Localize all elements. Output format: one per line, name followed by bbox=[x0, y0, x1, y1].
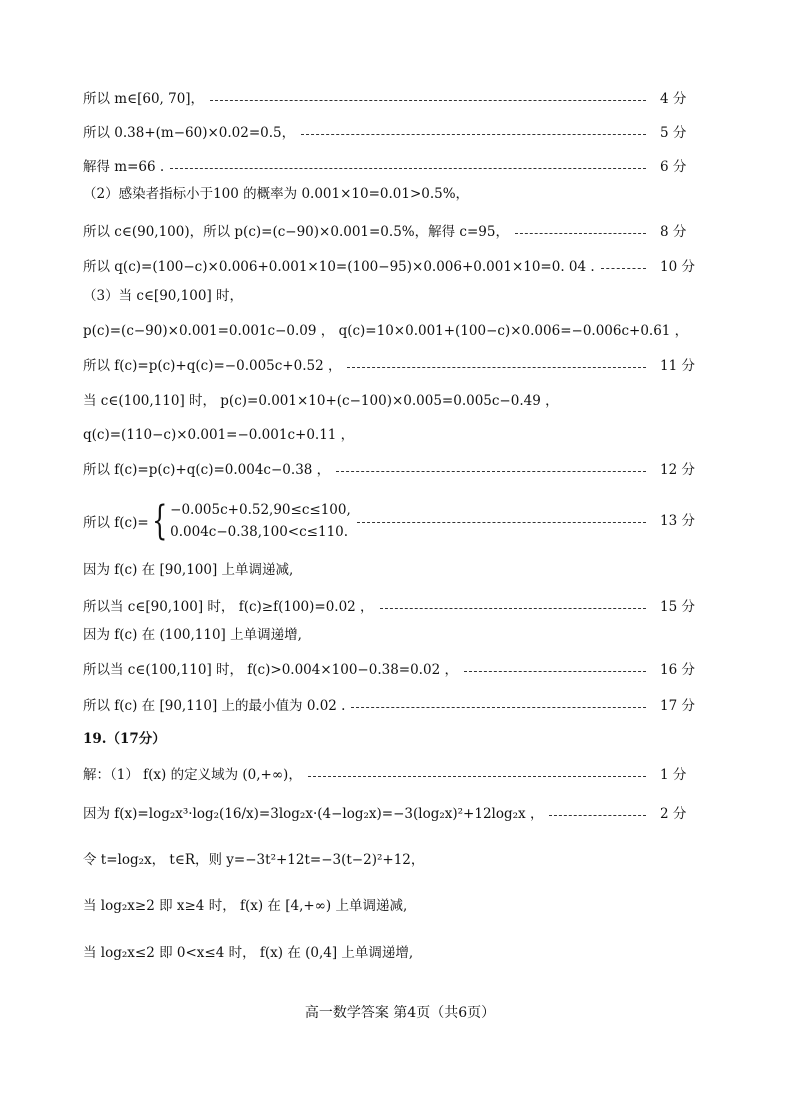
line-text: 当 log₂x≥2 即 x≥4 时， f(x) 在 [4,+∞) 上单调递减, bbox=[83, 898, 408, 914]
leader-dashes bbox=[210, 100, 646, 101]
line-text: 所以 q(c)=(100−c)×0.006+0.001×10=(100−95)×0.006+0.001×10=0. 04 . bbox=[83, 259, 595, 275]
leader-dashes bbox=[336, 471, 646, 472]
leader-dashes bbox=[515, 233, 646, 234]
score-label: 16 分 bbox=[660, 662, 695, 678]
leader-dashes bbox=[347, 367, 646, 368]
answer-line bbox=[83, 850, 424, 870]
question-heading bbox=[83, 729, 166, 749]
answer-line bbox=[83, 660, 650, 680]
answer-line bbox=[83, 257, 650, 277]
answer-line bbox=[83, 89, 650, 109]
leader-dashes bbox=[351, 707, 646, 708]
answer-line bbox=[83, 222, 650, 242]
score-label: 11 分 bbox=[660, 358, 695, 374]
line-text: 所以当 c∈(100,110] 时， f(c)>0.004×100−0.38=0.02 ， bbox=[83, 662, 458, 678]
leader-dashes bbox=[170, 168, 646, 169]
answer-line bbox=[83, 765, 650, 785]
piecewise-case: 0.004c−0.38,100<c≤110. bbox=[170, 524, 349, 540]
answer-line bbox=[83, 425, 354, 445]
leader-dashes bbox=[549, 815, 646, 816]
answer-line bbox=[83, 184, 469, 204]
score-label: 2 分 bbox=[660, 806, 687, 822]
leader-dashes bbox=[601, 268, 646, 269]
score-label: 12 分 bbox=[660, 462, 695, 478]
score-label: 15 分 bbox=[660, 599, 695, 615]
score-label: 13 分 bbox=[660, 513, 695, 529]
leader-dashes bbox=[464, 671, 646, 672]
score-label: 4 分 bbox=[660, 91, 687, 107]
left-brace-icon: { bbox=[151, 498, 168, 544]
answer-line bbox=[83, 804, 650, 824]
line-text: 当 log₂x≤2 即 0<x≤4 时， f(x) 在 (0,4] 上单调递增, bbox=[83, 945, 414, 961]
line-text: 解：（1） f(x) 的定义域为 (0,+∞)， bbox=[83, 767, 302, 783]
leader-dashes bbox=[308, 776, 646, 777]
piecewise-prefix: 所以 f(c)= bbox=[83, 515, 149, 531]
piecewise-cases bbox=[170, 499, 351, 543]
score-label: 6 分 bbox=[660, 159, 687, 175]
score-label: 5 分 bbox=[660, 125, 687, 141]
line-text: 所以当 c∈[90,100] 时， f(c)≥f(100)=0.02 ， bbox=[83, 599, 374, 615]
score-label: 10 分 bbox=[660, 259, 695, 275]
line-text: 解得 m=66 . bbox=[83, 159, 165, 175]
line-text: 因为 f(c) 在 (100,110] 上单调递增, bbox=[83, 627, 302, 643]
line-text: p(c)=(c−90)×0.001=0.001c−0.09 ， q(c)=10×0.001+(100−c)×0.006=−0.006c+0.61 ， bbox=[83, 323, 689, 339]
line-text: 19.（17分） bbox=[83, 731, 166, 747]
answer-line bbox=[83, 460, 650, 480]
answer-line bbox=[83, 157, 650, 177]
line-text: 所以 f(c) 在 [90,110] 上的最小值为 0.02 . bbox=[83, 698, 346, 714]
line-text: 所以 0.38+(m−60)×0.02=0.5， bbox=[83, 125, 296, 141]
line-text: 因为 f(x)=log₂x³·log₂(16/x)=3log₂x·(4−log₂x)=−3(log₂x)²+12log₂x ， bbox=[83, 806, 544, 822]
answer-line bbox=[83, 625, 302, 645]
answer-line bbox=[83, 560, 293, 580]
line-text: 当 c∈(100,110] 时， p(c)=0.001×10+(c−100)×0.005=0.005c−0.49 ， bbox=[83, 393, 559, 409]
answer-line bbox=[83, 597, 650, 617]
leader-dashes bbox=[301, 134, 646, 135]
line-text: q(c)=(110−c)×0.001=−0.001c+0.11 ， bbox=[83, 427, 355, 443]
line-text: 所以 f(c)=p(c)+q(c)=0.004c−0.38 ， bbox=[83, 462, 331, 478]
piecewise-case: −0.005c+0.52,90≤c≤100, bbox=[170, 502, 351, 518]
page-footer: 高一数学答案 第4页（共6页） bbox=[304, 1005, 496, 1021]
line-text: 所以 f(c)=p(c)+q(c)=−0.005c+0.52 ， bbox=[83, 358, 342, 374]
answer-line bbox=[83, 896, 407, 916]
leader-dashes bbox=[357, 522, 646, 523]
line-text: 令 t=log₂x， t∈R，则 y=−3t²+12t=−3(t−2)²+12， bbox=[83, 852, 425, 868]
answer-line bbox=[83, 286, 243, 306]
answer-line bbox=[83, 391, 559, 411]
answer-line bbox=[83, 356, 650, 376]
piecewise-function bbox=[83, 497, 650, 545]
line-text: 所以 m∈[60, 70]， bbox=[83, 91, 205, 107]
answer-line bbox=[83, 696, 650, 716]
leader-dashes bbox=[380, 608, 646, 609]
answer-line bbox=[83, 123, 650, 143]
line-text: （2）感染者指标小于100 的概率为 0.001×10=0.01>0.5%， bbox=[83, 186, 470, 202]
line-text: 所以 c∈(90,100)，所以 p(c)=(c−90)×0.001=0.5%，解得 c=95， bbox=[83, 224, 509, 240]
answer-line bbox=[83, 943, 413, 963]
score-label: 17 分 bbox=[660, 698, 695, 714]
answer-line bbox=[83, 321, 688, 341]
score-label: 8 分 bbox=[660, 224, 687, 240]
line-text: 因为 f(c) 在 [90,100] 上单调递减, bbox=[83, 562, 294, 578]
line-text: （3）当 c∈[90,100] 时， bbox=[83, 288, 243, 304]
score-label: 1 分 bbox=[660, 767, 687, 783]
